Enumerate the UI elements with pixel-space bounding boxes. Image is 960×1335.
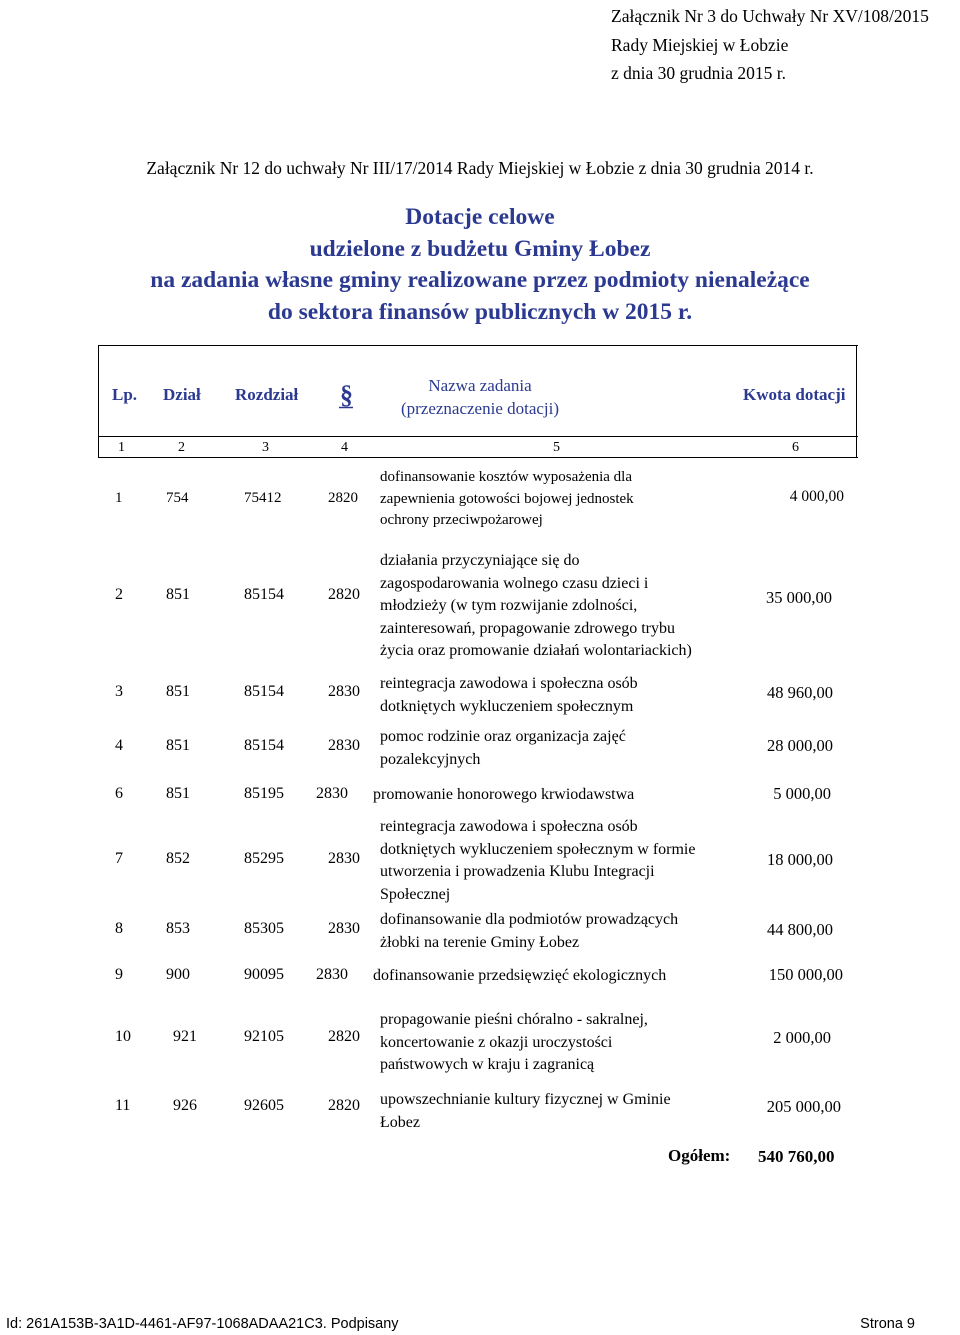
total-value: 540 760,00	[758, 1147, 835, 1166]
description-line: dotkniętych wykluczeniem społecznym w formie	[380, 840, 696, 858]
cell-dzial: 851	[166, 586, 190, 603]
description-line: żłobki na terenie Gminy Łobez	[380, 933, 580, 951]
cell-lp: 3	[115, 683, 123, 700]
cell-amount: 4 000,00	[789, 488, 844, 505]
cell-dzial: 851	[166, 785, 190, 802]
cell-dzial: 921	[173, 1028, 197, 1045]
title-line-2: udzielone z budżetu Gminy Łobez	[309, 235, 651, 262]
cell-paragraph: 2830	[328, 920, 360, 937]
cell-description	[380, 726, 626, 771]
description-line: pomoc rodzinie oraz organizacja zajęć	[380, 728, 626, 745]
footer-document-id: Id: 261A153B-3A1D-4461-AF97-1068ADAA21C3. Podpisany	[6, 1316, 399, 1332]
cell-description	[380, 1009, 648, 1077]
description-line: państwowych w kraju i zagranicą	[380, 1056, 595, 1073]
cell-description	[380, 673, 638, 718]
cell-amount: 5 000,00	[773, 784, 831, 803]
description-line: dofinansowanie kosztów wyposażenia dla	[380, 469, 633, 485]
description-line: utworzenia i prowadzenia Klubu Integracji	[380, 863, 655, 880]
description-line: młodzieży (w tym rozwijanie zdolności,	[380, 597, 638, 614]
cell-dzial: 851	[166, 737, 190, 754]
cell-dzial: 853	[166, 920, 190, 937]
attachment-header	[611, 2, 929, 88]
cell-dzial: 851	[166, 683, 190, 700]
description-line: reintegracja zawodowa i społeczna osób	[380, 675, 638, 692]
table-frame-bottom	[98, 457, 858, 458]
cell-paragraph: 2820	[328, 1097, 360, 1114]
cell-lp: 4	[115, 737, 123, 754]
column-number-2: 2	[178, 440, 185, 455]
title-line-3: na zadania własne gminy realizowane przez podmioty nienależące	[150, 267, 810, 293]
cell-paragraph: 2820	[328, 1028, 360, 1045]
cell-rozdzial: 85154	[244, 737, 284, 754]
column-number-4: 4	[341, 440, 348, 455]
attachment-line-2: Rady Miejskiej w Łobzie	[611, 34, 789, 55]
column-number-5: 5	[553, 440, 560, 455]
cell-lp: 2	[115, 586, 123, 603]
total-label: Ogółem:	[668, 1146, 731, 1165]
cell-lp: 1	[115, 490, 123, 506]
cell-lp: 7	[115, 850, 123, 867]
header-amount: Kwota dotacji	[743, 385, 846, 404]
header-rozdzial: Rozdział	[235, 385, 299, 404]
description-line: propagowanie pieśni chóralno - sakralnej,	[380, 1011, 648, 1028]
cell-paragraph: 2830	[316, 966, 348, 983]
header-paragraph-sign	[338, 380, 354, 410]
description-line: działania przyczyniające się do	[380, 552, 580, 569]
document-title	[0, 202, 960, 328]
cell-amount: 150 000,00	[768, 965, 843, 984]
cell-amount: 48 960,00	[767, 683, 833, 702]
description-line: zagospodarowania wolnego czasu dzieci i	[380, 574, 649, 592]
cell-rozdzial: 85305	[244, 920, 284, 937]
cell-lp: 11	[115, 1097, 131, 1114]
cell-rozdzial: 85154	[244, 683, 284, 700]
cell-description	[380, 467, 634, 532]
header-name-line-2: (przeznaczenie dotacji)	[400, 399, 560, 418]
table-frame-right	[856, 345, 857, 457]
cell-description	[373, 784, 634, 807]
sub-attachment-note: Załącznik Nr 12 do uchwały Nr III/17/2014 Rady Miejskiej w Łobzie z dnia 30 grudnia 2014 r.	[146, 158, 814, 178]
cell-lp: 10	[115, 1028, 131, 1045]
header-name-line-1: Nazwa zadania	[428, 376, 532, 395]
attachment-line-3: z dnia 30 grudnia 2015 r.	[611, 63, 786, 83]
title-line-1: Dotacje celowe	[405, 204, 555, 230]
cell-description	[380, 1089, 671, 1134]
cell-dzial: 754	[166, 490, 189, 506]
cell-paragraph: 2830	[328, 850, 360, 867]
description-line: dotkniętych wykluczeniem społecznym	[380, 697, 634, 715]
title-line-4: do sektora finansów publicznych w 2015 r.	[267, 298, 693, 325]
footer-page-number: Strona 9	[860, 1316, 915, 1332]
description-line: upowszechnianie kultury fizycznej w Gminie	[380, 1091, 671, 1108]
description-line: koncertowanie z okazji uroczystości	[380, 1033, 613, 1051]
table-frame-divider	[98, 436, 858, 437]
cell-rozdzial: 85195	[244, 785, 284, 802]
description-line: Łobez	[380, 1113, 420, 1131]
cell-lp: 6	[115, 785, 123, 802]
description-line: pozalekcyjnych	[380, 750, 481, 768]
column-number-3: 3	[262, 440, 269, 455]
cell-dzial: 852	[166, 850, 190, 867]
cell-paragraph: 2830	[328, 683, 360, 700]
cell-amount: 28 000,00	[767, 736, 833, 755]
description-line: życia oraz promowanie działań wolontariackich)	[380, 642, 692, 659]
description-line: promowanie honorowego krwiodawstwa	[373, 786, 635, 803]
description-line: zapewnienia gotowości bojowej jednostek	[380, 490, 634, 507]
description-line: dofinansowanie przedsięwzięć ekologicznych	[373, 967, 667, 984]
cell-lp: 8	[115, 920, 123, 937]
cell-paragraph: 2830	[316, 785, 348, 802]
header-dzial: Dział	[163, 385, 201, 404]
cell-paragraph: 2820	[328, 586, 360, 603]
cell-lp: 9	[115, 966, 123, 983]
cell-dzial: 900	[166, 966, 190, 983]
cell-amount: 2 000,00	[773, 1028, 831, 1047]
cell-paragraph: 2820	[328, 490, 358, 506]
table-frame-left	[98, 345, 99, 457]
cell-rozdzial: 85295	[244, 850, 284, 867]
cell-amount: 18 000,00	[767, 850, 833, 869]
description-line: Społecznej	[380, 885, 451, 903]
column-number-6: 6	[792, 440, 799, 455]
cell-amount: 205 000,00	[766, 1097, 841, 1116]
cell-rozdzial: 75412	[244, 490, 282, 506]
cell-amount: 35 000,00	[766, 588, 832, 607]
attachment-line-1: Załącznik Nr 3 do Uchwały Nr XV/108/2015	[611, 6, 929, 26]
cell-rozdzial: 85154	[244, 586, 284, 603]
cell-paragraph: 2830	[328, 737, 360, 754]
cell-description	[373, 965, 666, 988]
description-line: dofinansowanie dla podmiotów prowadzących	[380, 911, 679, 928]
description-line: ochrony przeciwpożarowej	[380, 512, 543, 528]
header-task-name	[360, 374, 600, 420]
column-number-1: 1	[118, 440, 125, 455]
cell-dzial: 926	[173, 1097, 197, 1114]
cell-rozdzial: 90095	[244, 966, 284, 983]
cell-rozdzial: 92105	[244, 1028, 284, 1045]
description-line: zainteresowań, propagowanie zdrowego trybu	[380, 619, 675, 637]
table-frame-top	[98, 345, 858, 346]
cell-amount: 44 800,00	[767, 920, 833, 939]
cell-rozdzial: 92605	[244, 1097, 284, 1114]
description-line: reintegracja zawodowa i społeczna osób	[380, 818, 638, 835]
header-paragraph: §	[340, 380, 353, 409]
header-lp: Lp.	[112, 385, 138, 404]
